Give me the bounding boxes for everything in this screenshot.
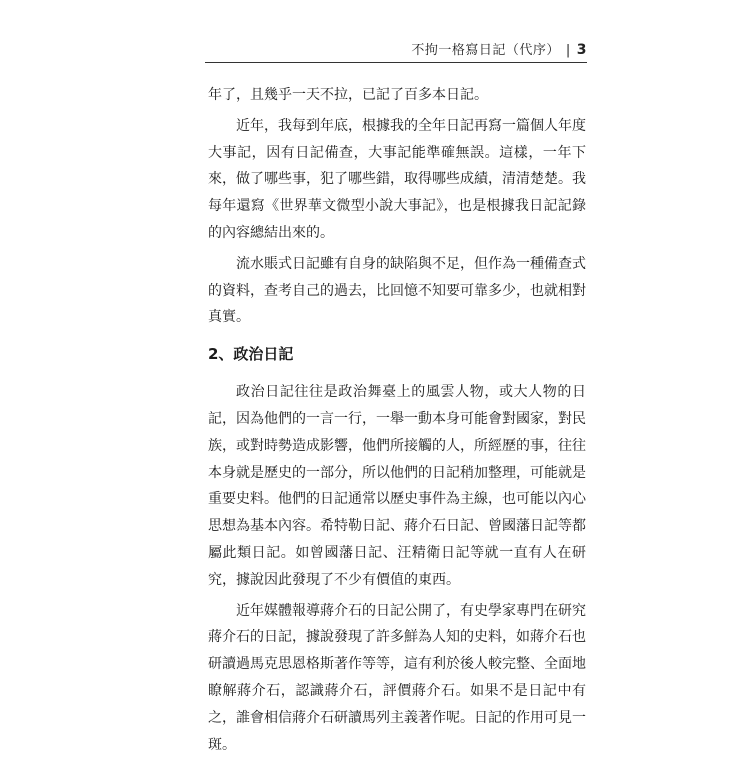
paragraph-continued: 年了，且幾乎一天不拉，已記了百多本日記。 — [208, 87, 488, 103]
paragraph: 近年媒體報導蔣介石的日記公開了，有史學家專門在研究蔣介石的日記，據說發現了許多鮮為人知的史料，如蔣介石也研讀過馬克思恩格斯著作等等，這有利於後人較完整、全面地瞭解蔣介石，認識蔣介石，評價蔣介石。如果不是日記中有之，誰會相信蔣介石研讀馬列主義著作呢。日記的作用可見一斑。 — [208, 602, 586, 753]
header-rule — [205, 62, 587, 63]
paragraph: 流水賬式日記雖有自身的缺陷與不足，但作為一種備查式的資料，查考自己的過去，比回憶不知要可靠多少，也就相對真實。 — [208, 255, 586, 326]
header-separator: | — [565, 43, 571, 58]
section-heading: 2、政治日記 — [208, 345, 294, 364]
paragraph: 政治日記往往是政治舞臺上的風雲人物，或大人物的日記，因為他們的一言一行，一舉一動本身可能會對國家，對民族，或對時勢造成影響，他們所接觸的人，所經歷的事，往往本身就是歷史的一部分，所以他們的日記稍加整理，可能就是重要史料。他們的日記通常以歷史事件為主線，也可能以內心思想為基本內容。希特勒日記、蔣介石日記、曾國藩日記等都屬此類日記。如曾國藩日記、汪精衛日記等就一直有人在研究，據說因此發現了不少有價值的東西。 — [208, 384, 586, 588]
page-number: 3 — [576, 42, 587, 58]
chapter-title: 不拘一格寫日記（代序） — [411, 43, 560, 58]
body-text — [208, 82, 586, 758]
paragraph: 近年，我每到年底，根據我的全年日記再寫一篇個人年度大事記，因有日記備查，大事記能準確無誤。這樣，一年下來，做了哪些事，犯了哪些錯，取得哪些成績，清清楚楚。我每年還寫《世界華文微型小說大事記》，也是根據我日記記錄的內容總結出來的。 — [208, 117, 586, 241]
running-header — [205, 36, 587, 58]
